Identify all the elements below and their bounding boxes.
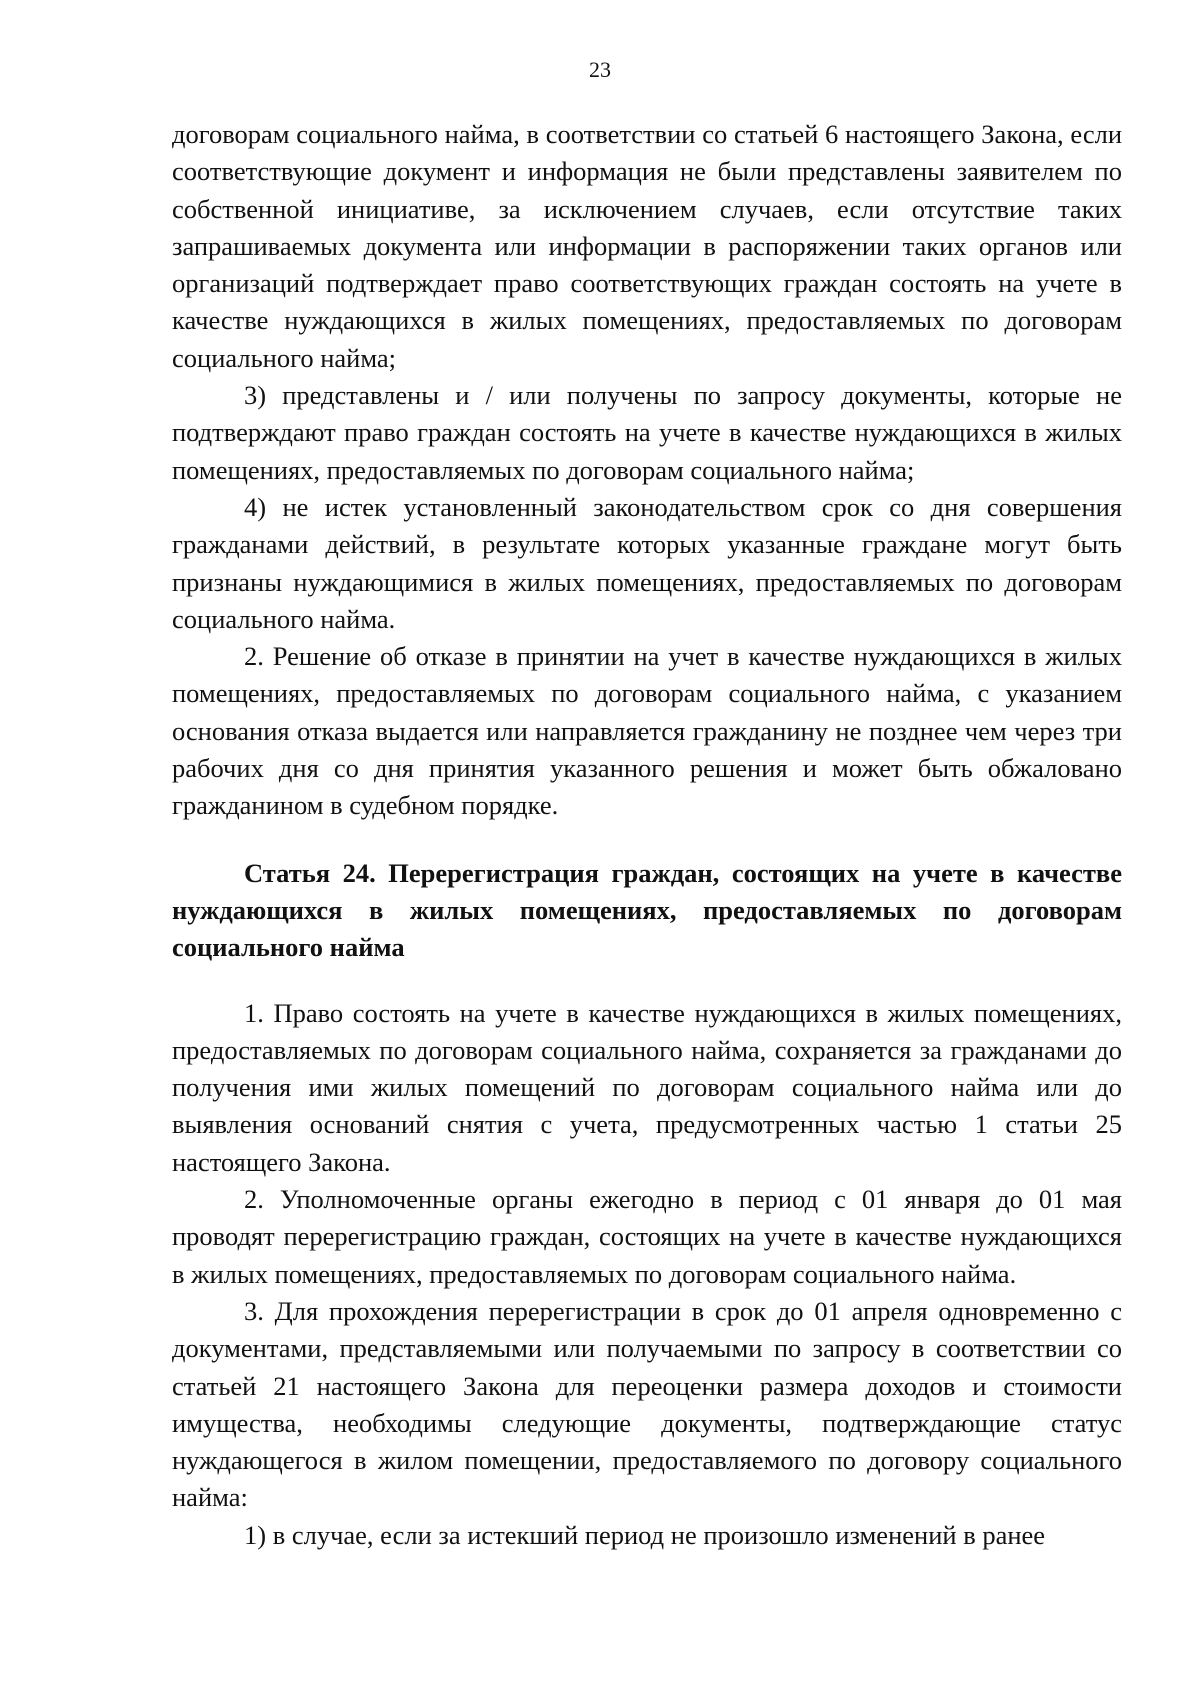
article-24-part-3: 3. Для прохождения перерегистрации в срок до 01 апреля одновременно с документами, представляемыми или получаемыми по запросу в соответствии со статьей 21 настоящего Закона для переоценки размера доходов и стоимости имущества, необходимы следующие документы, подтверждающие статус нуждающегося в жилом помещении, предоставляемого по договору социального найма: (172, 1295, 1122, 1513)
page-number: 23 (589, 57, 611, 82)
paragraph-item-3: 3) представлены и / или получены по запросу документы, которые не подтверждают право граждан состоять на учете в качестве нуждающихся в жилых помещениях, предоставляемых по договорам социального найма; (172, 380, 1122, 485)
article-24-part-2: 2. Уполномоченные органы ежегодно в период с 01 января до 01 мая проводят перерегистрацию граждан, состоящих на учете в качестве нуждающихся в жилых помещениях, предоставляемых по договорам социального найма. (172, 1184, 1122, 1289)
paragraph-item-4: 4) не истек установленный законодательством срок со дня совершения гражданами действий, в результате которых указанные граждане могут быть признаны нуждающимися в жилых помещениях, предоставляемых по договорам социального найма. (172, 491, 1122, 634)
paragraph-continuation: договорам социального найма, в соответствии со статьей 6 настоящего Закона, если соответствующие документ и информация не были представлены заявителем по собственной инициативе, за исключением случаев, если отсутствие таких запрашиваемых документа или информации в распоряжении таких органов или организаций подтверждает право соответствующих граждан состоять на учете в качестве нуждающихся в жилых помещениях, предоставляемых по договорам социального найма; (172, 119, 1122, 373)
article-24-part-1: 1. Право состоять на учете в качестве нуждающихся в жилых помещениях, предоставляемых по договорам социального найма, сохраняется за гражданами до получения ими жилых помещений по договорам социального найма или до выявления оснований снятия с учета, предусмотренных частью 1 статьи 25 настоящего Закона. (172, 997, 1122, 1177)
article-heading: Статья 24. Перерегистрация граждан, состоящих на учете в качестве нуждающихся в жилых помещениях, предоставляемых по договорам социального найма (172, 857, 1122, 963)
paragraph-part-2: 2. Решение об отказе в принятии на учет в качестве нуждающихся в жилых помещениях, предоставляемых по договорам социального найма, с указанием основания отказа выдается или направляется гражданину не позднее чем через три рабочих дня со дня принятия указанного решения и может быть обжаловано гражданином в судебном порядке. (172, 641, 1122, 821)
article-24-part-3-item-1: 1) в случае, если за истекший период не произошло изменений в ранее (244, 1519, 1046, 1550)
document-body (172, 116, 1122, 1554)
